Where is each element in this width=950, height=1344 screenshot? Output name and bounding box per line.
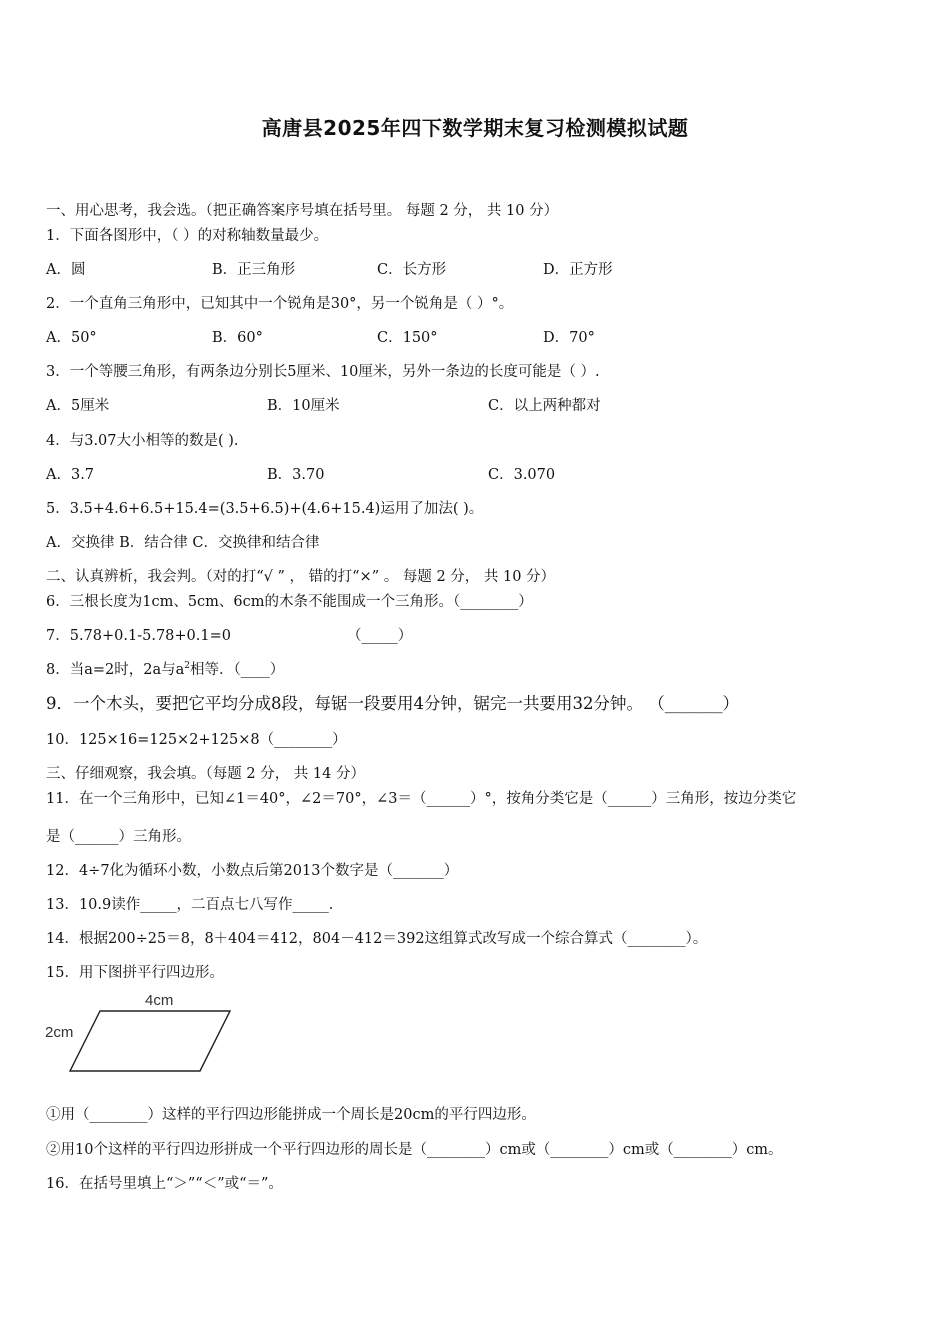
- question-5: 5．3.5+4.6+6.5+15.4=(3.5+6.5)+(4.6+15.4)运用了加法( )。: [46, 501, 484, 517]
- question-6: 6．三根长度为1cm、5cm、6cm的木条不能围成一个三角形。（________）: [46, 594, 533, 610]
- q1-option-d: D．正方形: [543, 262, 613, 278]
- question-12: 12．4÷7化为循环小数，小数点后第2013个数字是（_______）: [46, 863, 459, 879]
- page-title: 高唐县2025年四下数学期末复习检测模拟试题: [261, 116, 689, 140]
- q8-text: 8．当a=2时，2a与a: [46, 662, 185, 678]
- q2-option-c: C．150°: [377, 330, 438, 346]
- section-2-heading: 二、认真辨析，我会判。（对的打“√ ” ， 错的打“×” 。 每题 2 分， 共 10 分）: [46, 569, 556, 585]
- question-16: 16．在括号里填上“＞”“＜”或“＝”。: [46, 1176, 283, 1192]
- question-15-part-1: ①用（________）这样的平行四边形能拼成一个周长是20cm的平行四边形。: [46, 1107, 536, 1123]
- q8-exponent: 2: [184, 661, 190, 672]
- q1-option-c: C．长方形: [377, 262, 447, 278]
- question-2: 2．一个直角三角形中，已知其中一个锐角是30°，另一个锐角是（ ）°。: [46, 296, 514, 312]
- q2-option-b: B．60°: [212, 330, 263, 346]
- question-9: 9．一个木头，要把它平均分成8段，每锯一段要用4分钟，锯完一共要用32分钟。 （_______）: [46, 694, 739, 713]
- question-13: 13．10.9读作_____，二百点七八写作_____.: [46, 897, 334, 913]
- parallelogram-shape: [70, 1011, 230, 1071]
- question-7: 7．5.78+0.1-5.78+0.1=0: [46, 628, 231, 644]
- q7-blank: （_____）: [347, 628, 413, 644]
- q4-option-a: A．3.7: [46, 467, 95, 483]
- section-1-heading: 一、用心思考，我会选。（把正确答案序号填在括号里。 每题 2 分， 共 10 分）: [46, 203, 559, 219]
- q2-option-d: D．70°: [543, 330, 595, 346]
- question-15: 15．用下图拼平行四边形。: [46, 965, 224, 981]
- q3-option-b: B．10厘米: [267, 398, 340, 414]
- section-3-heading: 三、仔细观察，我会填。（每题 2 分， 共 14 分）: [46, 766, 365, 782]
- q3-option-c: C．以上两种都对: [488, 398, 601, 414]
- parallelogram-figure: [40, 985, 240, 1077]
- q1-option-a: A．圆: [46, 262, 86, 278]
- question-4: 4．与3.07大小相等的数是( ).: [46, 433, 239, 449]
- question-3: 3．一个等腰三角形，有两条边分别长5厘米、10厘米，另外一条边的长度可能是（ ）.: [46, 364, 600, 380]
- q1-option-b: B．正三角形: [212, 262, 296, 278]
- question-8: [46, 660, 284, 680]
- question-11: 11．在一个三角形中，已知∠1＝40°，∠2＝70°，∠3＝（______）°，按角分类它是（______）三角形，按边分类它: [46, 791, 797, 807]
- question-15-part-2: ②用10个这样的平行四边形拼成一个平行四边形的周长是（________）cm或（________）cm或（________）cm。: [46, 1142, 783, 1158]
- question-14: 14．根据200÷25＝8，8＋404＝412，804－412＝392这组算式改写成一个综合算式（________）。: [46, 931, 708, 947]
- q3-option-a: A．5厘米: [46, 398, 110, 414]
- q2-option-a: A．50°: [46, 330, 97, 346]
- question-11-cont: 是（______）三角形。: [46, 829, 191, 845]
- top-side-label: 4cm: [145, 992, 174, 1009]
- slant-side-label: 2cm: [45, 1024, 74, 1041]
- question-1: 1．下面各图形中，（ ）的对称轴数量最少。: [46, 228, 329, 244]
- question-10: 10．125×16=125×2+125×8（________）: [46, 732, 347, 748]
- q5-options: A．交换律 B．结合律 C．交换律和结合律: [46, 535, 320, 551]
- q4-option-c: C．3.070: [488, 467, 556, 483]
- q4-option-b: B．3.70: [267, 467, 325, 483]
- q8-text-end: 相等．（____）: [190, 662, 285, 678]
